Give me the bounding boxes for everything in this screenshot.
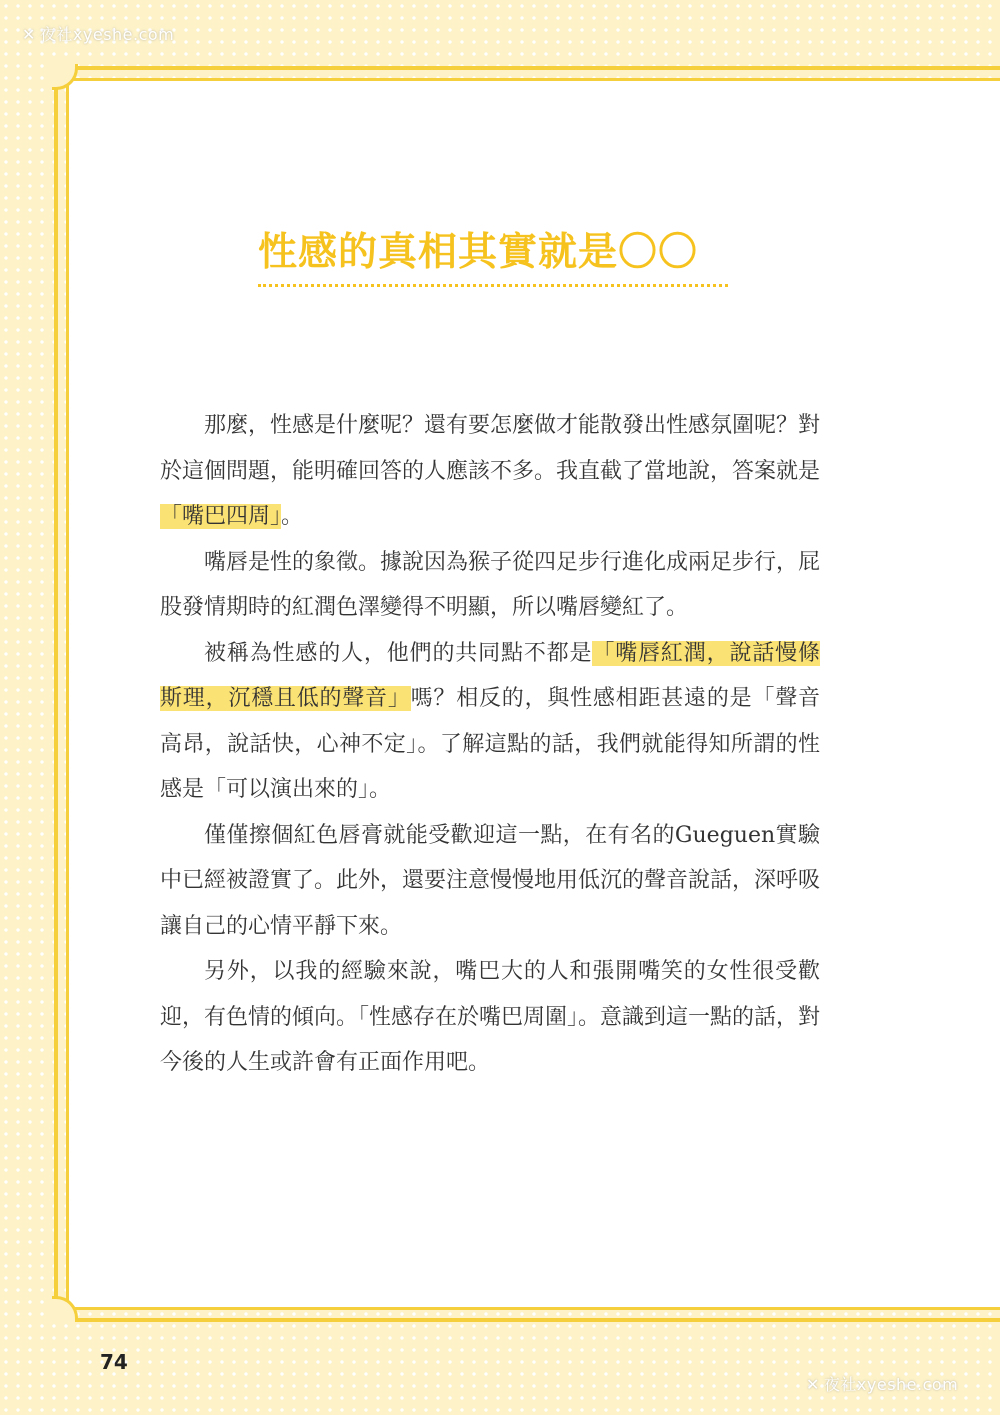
body-text [160,403,820,1086]
watermark-bottom [806,1372,958,1395]
text-run: 嗎？相反的，與性感相距甚遠的是「聲音高昂，說話快，心神不定」。了解這點的話，我們就能得知所謂的性感是「可以演出來的」。 [160,686,820,802]
highlighted-phrase: 「嘴巴四周」 [160,504,282,529]
paragraph [160,403,820,540]
paragraph [160,949,820,1086]
text-run: 。 [281,504,304,529]
text-run: 嘴唇是性的象徵。據說因為猴子從四足步行進化成兩足步行，屁股發情期時的紅潤色澤變得不明顯，所以嘴唇變紅了。 [160,549,821,620]
paragraph [160,540,820,631]
highlighted-phrase: 「嘴唇紅潤，說話慢條斯理，沉穩且低的聲音」 [160,640,820,711]
watermark-text: 夜社xyeshe.com [823,1375,959,1394]
page-number: 74 [100,1350,128,1374]
paragraph [160,631,820,813]
x-logo-icon: ✕ [22,25,36,44]
page-title: 性感的真相其實就是〇〇 [258,228,728,287]
watermark-top [22,22,174,45]
text-run: 另外，以我的經驗來說，嘴巴大的人和張開嘴笑的女性很受歡迎，有色情的傾向。「性感存在於嘴巴周圍」。意識到這一點的話，對今後的人生或許會有正面作用吧。 [160,959,821,1075]
x-logo-icon: ✕ [806,1375,820,1394]
paragraph [160,813,820,950]
watermark-text: 夜社xyeshe.com [39,25,175,44]
text-run: 那麼，性感是什麼呢？還有要怎麼做才能散發出性感氛圍呢？對於這個問題，能明確回答的人應該不多。我直截了當地說，答案就是 [160,413,821,484]
text-run: 被稱為性感的人，他們的共同點不都是 [204,640,593,666]
text-run: 僅僅擦個紅色唇膏就能受歡迎這一點，在有名的Gueguen實驗中已經被證實了。此外，還要注意慢慢地用低沉的聲音說話，深呼吸讓自己的心情平靜下來。 [160,822,821,939]
